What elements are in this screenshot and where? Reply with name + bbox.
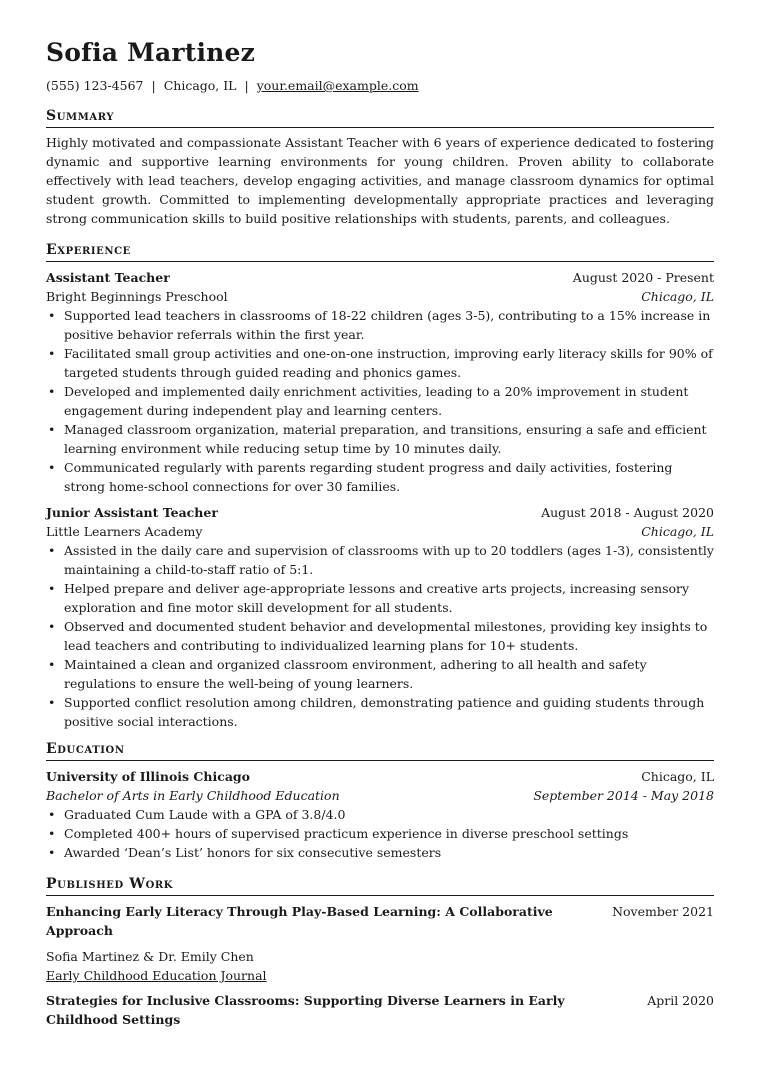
school-name: University of Illinois Chicago — [46, 769, 251, 784]
bullet-item: • Graduated Cum Laude with a GPA of 3.8/4.0 — [48, 807, 346, 822]
publication-entry — [46, 991, 714, 1029]
job-location: Chicago, IL — [641, 524, 714, 539]
experience-section — [46, 241, 714, 731]
publication-date: April 2020 — [647, 993, 714, 1008]
publication-authors: Sofia Martinez & Dr. Emily Chen — [46, 949, 254, 964]
bullet-item: • Helped prepare and deliver age-appropriate lessons and creative arts projects, increasing sensory exploration and fine motor skill development for all students. — [48, 581, 690, 615]
bullet-item: • Observed and documented student behavior and developmental milestones, providing key insights to lead teachers and contributing to individualized learning plans for 10+ students. — [48, 619, 708, 653]
job-role: Assistant Teacher — [46, 270, 170, 285]
section-divider — [46, 127, 714, 128]
job-company: Little Learners Academy — [46, 524, 203, 539]
bullet-item: • Communicated regularly with parents regarding student progress and daily activities, fostering strong home-school connections for over 30 families. — [48, 460, 673, 494]
phone-number: (555) 123-4567 — [46, 78, 144, 93]
job-role: Junior Assistant Teacher — [46, 505, 218, 520]
job-company: Bright Beginnings Preschool — [46, 289, 228, 304]
job-dates: August 2020 - Present — [572, 270, 714, 285]
publication-date: November 2021 — [612, 904, 714, 919]
bullet-item: • Completed 400+ hours of supervised practicum experience in diverse preschool settings — [48, 826, 629, 841]
publication-title: Strategies for Inclusive Classrooms: Supporting Diverse Learners in Early Childhood Settings — [46, 993, 565, 1027]
publication-title: Enhancing Early Literacy Through Play-Based Learning: A Collaborative Approach — [46, 904, 553, 938]
section-title-education: Education — [46, 741, 125, 757]
degree-name: Bachelor of Arts in Early Childhood Education — [46, 788, 340, 803]
bullet-item: • Managed classroom organization, material preparation, and transitions, ensuring a safe and efficient learning environment while reducing setup time by 10 minutes daily. — [48, 422, 707, 456]
bullet-item: • Maintained a clean and organized classroom environment, adhering to all health and safety regulations to ensure the well-being of young learners. — [48, 657, 647, 691]
bullet-item: • Assisted in the daily care and supervision of classrooms with up to 20 toddlers (ages 1-3), consistently maintaining a child-to-staff ratio of 5:1. — [48, 543, 714, 577]
job-dates: August 2018 - August 2020 — [541, 505, 714, 520]
education-dates: September 2014 - May 2018 — [533, 788, 714, 803]
resume-name: Sofia Martinez — [46, 38, 256, 67]
publications-section — [46, 875, 714, 1029]
contact-line — [46, 78, 419, 93]
education-entry — [46, 767, 714, 862]
summary-section — [46, 107, 714, 228]
education-bullets — [46, 805, 714, 862]
location-text: Chicago, IL — [163, 78, 237, 93]
bullet-item: • Awarded ‘Dean’s List’ honors for six consecutive semesters — [48, 845, 442, 860]
job-location: Chicago, IL — [641, 289, 714, 304]
job-bullets — [46, 306, 714, 496]
section-title-published-work: Published Work — [46, 876, 174, 892]
bullet-item: • Facilitated small group activities and one-on-one instruction, improving early literacy skills for 90% of targeted students through guided reading and phonics games. — [48, 346, 713, 380]
section-divider — [46, 895, 714, 896]
bullet-item: • Supported conflict resolution among children, demonstrating patience and guiding students through positive social interactions. — [48, 695, 705, 729]
section-divider — [46, 760, 714, 761]
email-link[interactable]: your.email@example.com — [256, 78, 419, 93]
section-title-summary: Summary — [46, 108, 115, 124]
school-location: Chicago, IL — [641, 769, 714, 784]
bullet-item: • Supported lead teachers in classrooms of 18-22 children (ages 3-5), contributing to a 15% increase in positive behavior referrals within the first year. — [48, 308, 711, 342]
contact-separator: | — [244, 78, 249, 93]
publication-entry — [46, 902, 714, 985]
job-bullets — [46, 541, 714, 731]
section-title-experience: Experience — [46, 242, 131, 258]
education-section — [46, 740, 714, 862]
section-divider — [46, 261, 714, 262]
summary-text: Highly motivated and compassionate Assistant Teacher with 6 years of experience dedicated to fostering dynamic and supportive learning environments for young children. Proven ability to collaborate effectively with lead teachers, develop engaging activities, and manage classroom dynamics for optimal student growth. Committed to implementing developmentally appropriate practices and leveraging strong communication skills to build positive relationships with students, parents, and colleagues. — [46, 135, 714, 226]
publication-journal-link[interactable]: Early Childhood Education Journal — [46, 968, 267, 983]
contact-separator: | — [151, 78, 156, 93]
job-entry — [46, 268, 714, 496]
bullet-item: • Developed and implemented daily enrichment activities, leading to a 20% improvement in student engagement during independent play and learning centers. — [48, 384, 689, 418]
job-entry — [46, 503, 714, 731]
